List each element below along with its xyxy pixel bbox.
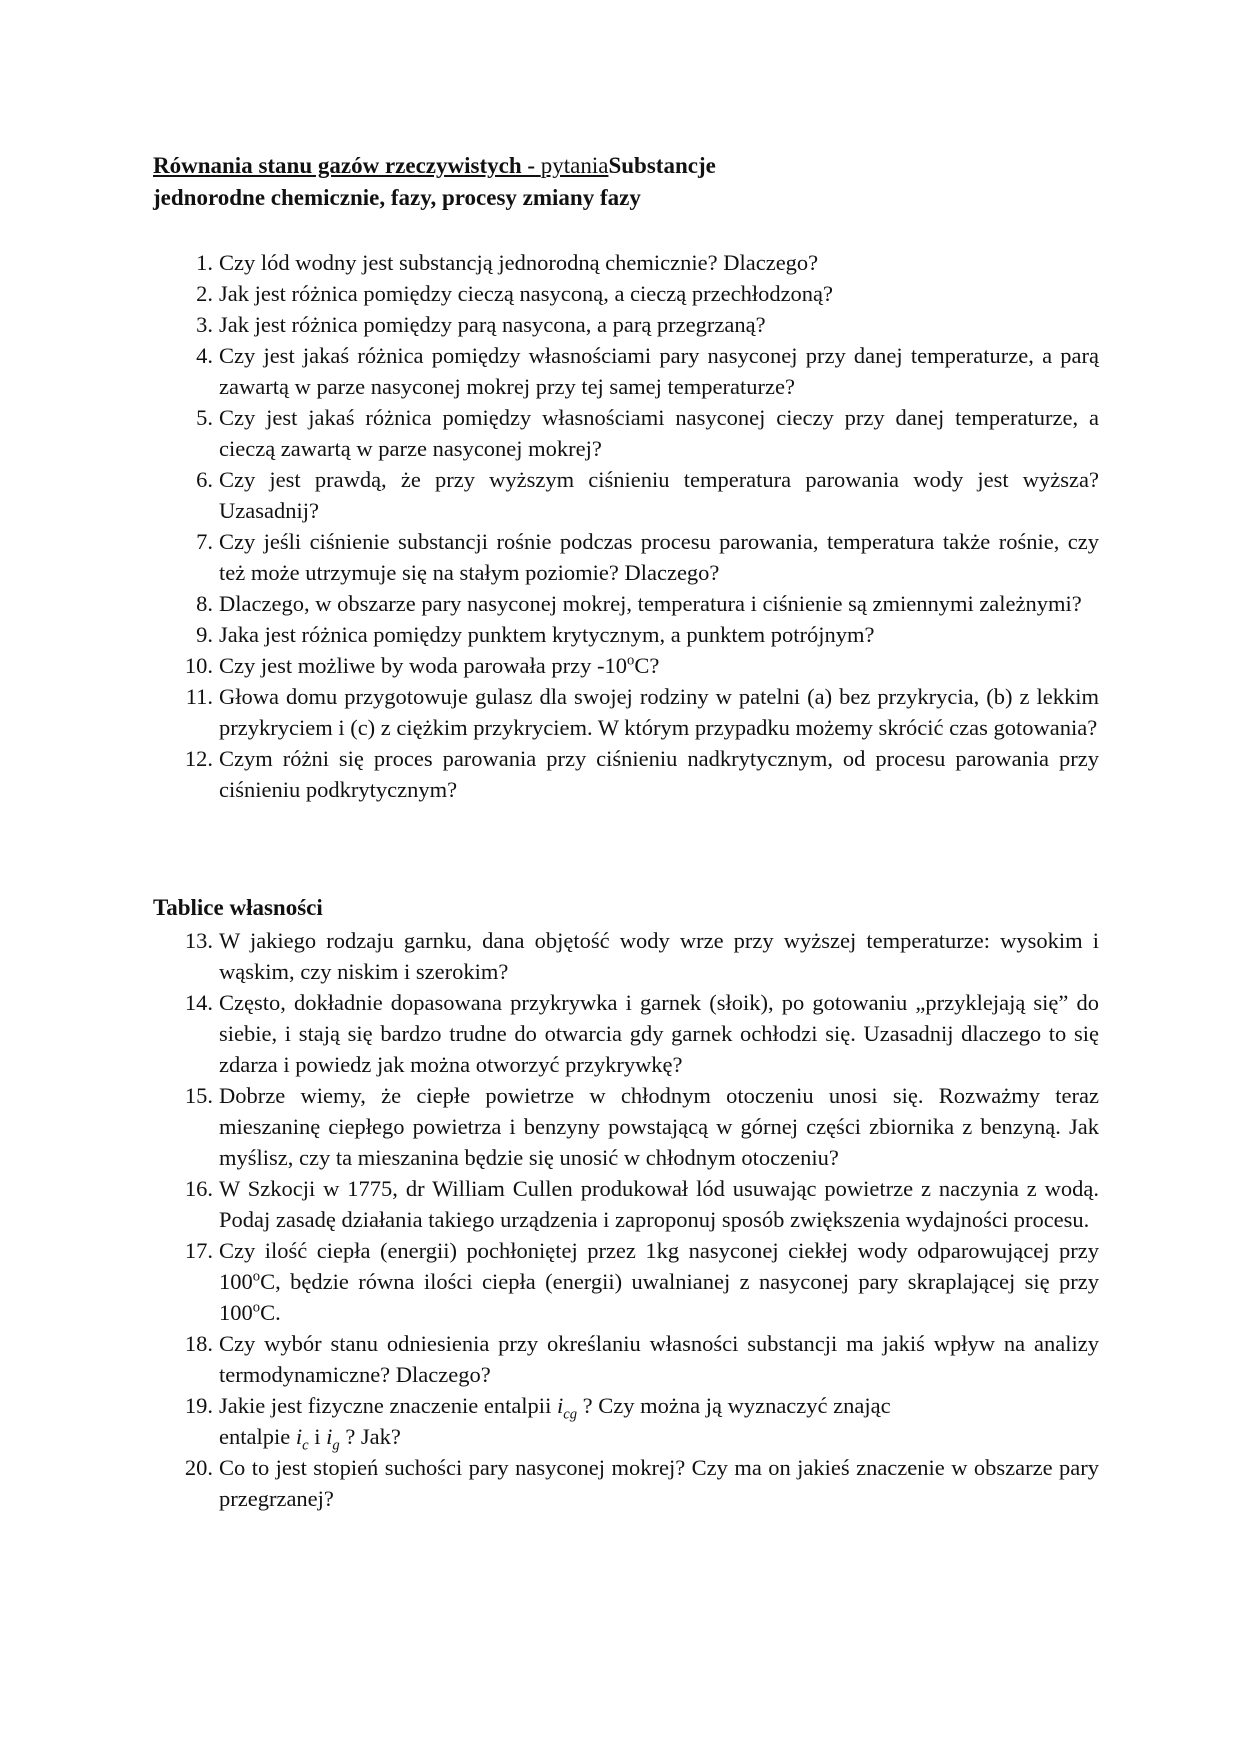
item-number: 3. (196, 312, 213, 337)
item-text: Jaka jest różnica pomiędzy punktem krytycznym, a punktem potrójnym? (219, 622, 875, 647)
list-item (153, 1390, 1099, 1452)
list-item (153, 464, 1099, 526)
item-text: Czy wybór stanu odniesienia przy określaniu własności substancji ma jakiś wpływ na analizy termodynamiczne? Dlaczego? (219, 1331, 1099, 1387)
item-text-part: i (308, 1424, 327, 1449)
item-text (219, 1390, 1099, 1452)
list-item (153, 588, 1099, 619)
section-heading: Tablice własności (153, 895, 323, 920)
list-item (153, 619, 1099, 650)
list-item (153, 1080, 1099, 1173)
item-text: W Szkocji w 1775, dr William Cullen produkował lód usuwając powietrze z naczynia z wodą. Podaj zasadę działania takiego urządzenia i zaproponuj sposób zwiększenia wydajności procesu. (219, 1176, 1099, 1232)
item-number: 19. (184, 1393, 213, 1418)
item-text-part: ? Czy można ją wyznaczyć znając (577, 1393, 891, 1418)
item-number: 14. (184, 990, 213, 1015)
list-item (153, 1235, 1099, 1328)
list-item (153, 1452, 1099, 1514)
title-part-1: Równania stanu gazów rzeczywistych - (153, 153, 541, 178)
item-text: Czy jest jakaś różnica pomiędzy własnościami nasyconej cieczy przy danej temperaturze, a cieczą zawartą w parze nasyconej mokrej? (219, 405, 1099, 461)
degree-sign: o (627, 652, 635, 669)
item-text: Czy jest jakaś różnica pomiędzy własnościami pary nasyconej przy danej temperaturze, a parą zawartą w parze nasyconej mokrej przy tej samej temperaturze? (219, 343, 1099, 399)
list-item (153, 247, 1099, 278)
list-item (153, 743, 1099, 805)
item-number: 11. (185, 684, 213, 709)
item-number: 13. (184, 928, 213, 953)
item-text: Dobrze wiemy, że ciepłe powietrze w chłodnym otoczeniu unosi się. Rozważmy teraz mieszaninę ciepłego powietrza i benzyny powstającą w górnej części zbiornika z benzyną. Jak myślisz, czy ta mieszanina będzie się unosić w chłodnym otoczeniu? (219, 1083, 1099, 1170)
item-text (219, 1235, 1099, 1328)
item-number: 7. (196, 529, 213, 554)
item-text: Jak jest różnica pomiędzy cieczą nasyconą, a cieczą przechłodzoną? (219, 281, 834, 306)
item-text: Często, dokładnie dopasowana przykrywka i garnek (słoik), po gotowaniu „przyklejają się” do siebie, i stają się bardzo trudne do otwarcia gdy garnek ochłodzi się. Uzasadnij dlaczego to się zdarza i powiedz jak można otworzyć przykrywkę? (219, 990, 1099, 1077)
list-item (153, 402, 1099, 464)
item-text: W jakiego rodzaju garnku, dana objętość wody wrze przy wyższej temperaturze: wysokim i wąskim, czy niskim i szerokim? (219, 928, 1099, 984)
questions-list-1 (153, 247, 1099, 805)
item-text: Jak jest różnica pomiędzy parą nasycona, a parą przegrzaną? (219, 312, 766, 337)
math-symbol: i (326, 1424, 333, 1449)
item-text-part: C? (634, 653, 660, 678)
degree-sign: o (252, 1268, 261, 1285)
item-number: 2. (196, 281, 213, 306)
document-title (153, 150, 1113, 214)
item-text-part: Czy ilość ciepła (energii) pochłoniętej przez 1kg nasyconej ciekłej wody odparowującej przy 100 (219, 1238, 1099, 1294)
math-subscript: c (302, 1437, 309, 1454)
item-text: Czy jeśli ciśnienie substancji rośnie podczas procesu parowania, temperatura także rośnie, czy też może utrzymuje się na stałym poziomie? Dlaczego? (219, 529, 1099, 585)
list-item (153, 526, 1099, 588)
item-number: 6. (196, 467, 213, 492)
item-text-part: C. (260, 1300, 281, 1325)
item-text-part: C, będzie równa ilości ciepła (energii) uwalnianej z nasyconej pary skraplającej się przy 100 (219, 1269, 1099, 1325)
item-number: 20. (184, 1455, 213, 1480)
title-line-2: jednorodne chemicznie, fazy, procesy zmiany fazy (153, 185, 641, 210)
math-subscript: g (332, 1437, 340, 1454)
item-text-part: Czy jest możliwe by woda parowała przy -10 (219, 653, 627, 678)
item-number: 1. (196, 250, 213, 275)
item-text: Czy jest prawdą, że przy wyższym ciśnieniu temperatura parowania wody jest wyższa? Uzasadnij? (219, 467, 1099, 523)
item-number: 10. (184, 653, 213, 678)
list-item (153, 278, 1099, 309)
list-item (153, 681, 1099, 743)
item-number: 15. (184, 1083, 213, 1108)
list-item (153, 1328, 1099, 1390)
questions-list-2 (153, 925, 1099, 1514)
item-text: Głowa domu przygotowuje gulasz dla swojej rodziny w patelni (a) bez przykrycia, (b) z lekkim przykryciem i (c) z ciężkim przykryciem. W którym przypadku możemy skrócić czas gotowania? (219, 684, 1099, 740)
list-item (153, 340, 1099, 402)
item-number: 4. (196, 343, 213, 368)
math-symbol: i (295, 1424, 303, 1449)
item-number: 18. (184, 1331, 213, 1356)
item-text: Czym różni się proces parowania przy ciśnieniu nadkrytycznym, od procesu parowania przy ciśnieniu podkrytycznym? (219, 746, 1099, 802)
item-text: Czy lód wodny jest substancją jednorodną chemicznie? Dlaczego? (219, 250, 819, 275)
item-number: 17. (184, 1238, 213, 1263)
degree-sign: o (252, 1299, 261, 1316)
list-item (153, 309, 1099, 340)
item-number: 5. (196, 405, 213, 430)
item-text: Co to jest stopień suchości pary nasyconej mokrej? Czy ma on jakieś znaczenie w obszarze pary przegrzanej? (219, 1455, 1099, 1511)
item-number: 12. (184, 746, 213, 771)
item-text (219, 650, 1099, 681)
item-text-part: Jakie jest fizyczne znaczenie entalpii (219, 1393, 557, 1418)
item-number: 16. (184, 1176, 213, 1201)
item-number: 9. (196, 622, 213, 647)
list-item (153, 1173, 1099, 1235)
item-number: 8. (196, 591, 213, 616)
item-text-part: ? Jak? (339, 1424, 401, 1449)
list-item (153, 925, 1099, 987)
title-part-3: Substancje (608, 153, 716, 178)
math-symbol: i (556, 1393, 564, 1418)
list-item (153, 650, 1099, 681)
math-subscript: cg (563, 1406, 578, 1423)
item-text-part: entalpie (219, 1424, 296, 1449)
item-text: Dlaczego, w obszarze pary nasyconej mokrej, temperatura i ciśnienie są zmiennymi zależnymi? (219, 591, 1082, 616)
list-item (153, 987, 1099, 1080)
title-part-2: pytania (540, 153, 609, 178)
